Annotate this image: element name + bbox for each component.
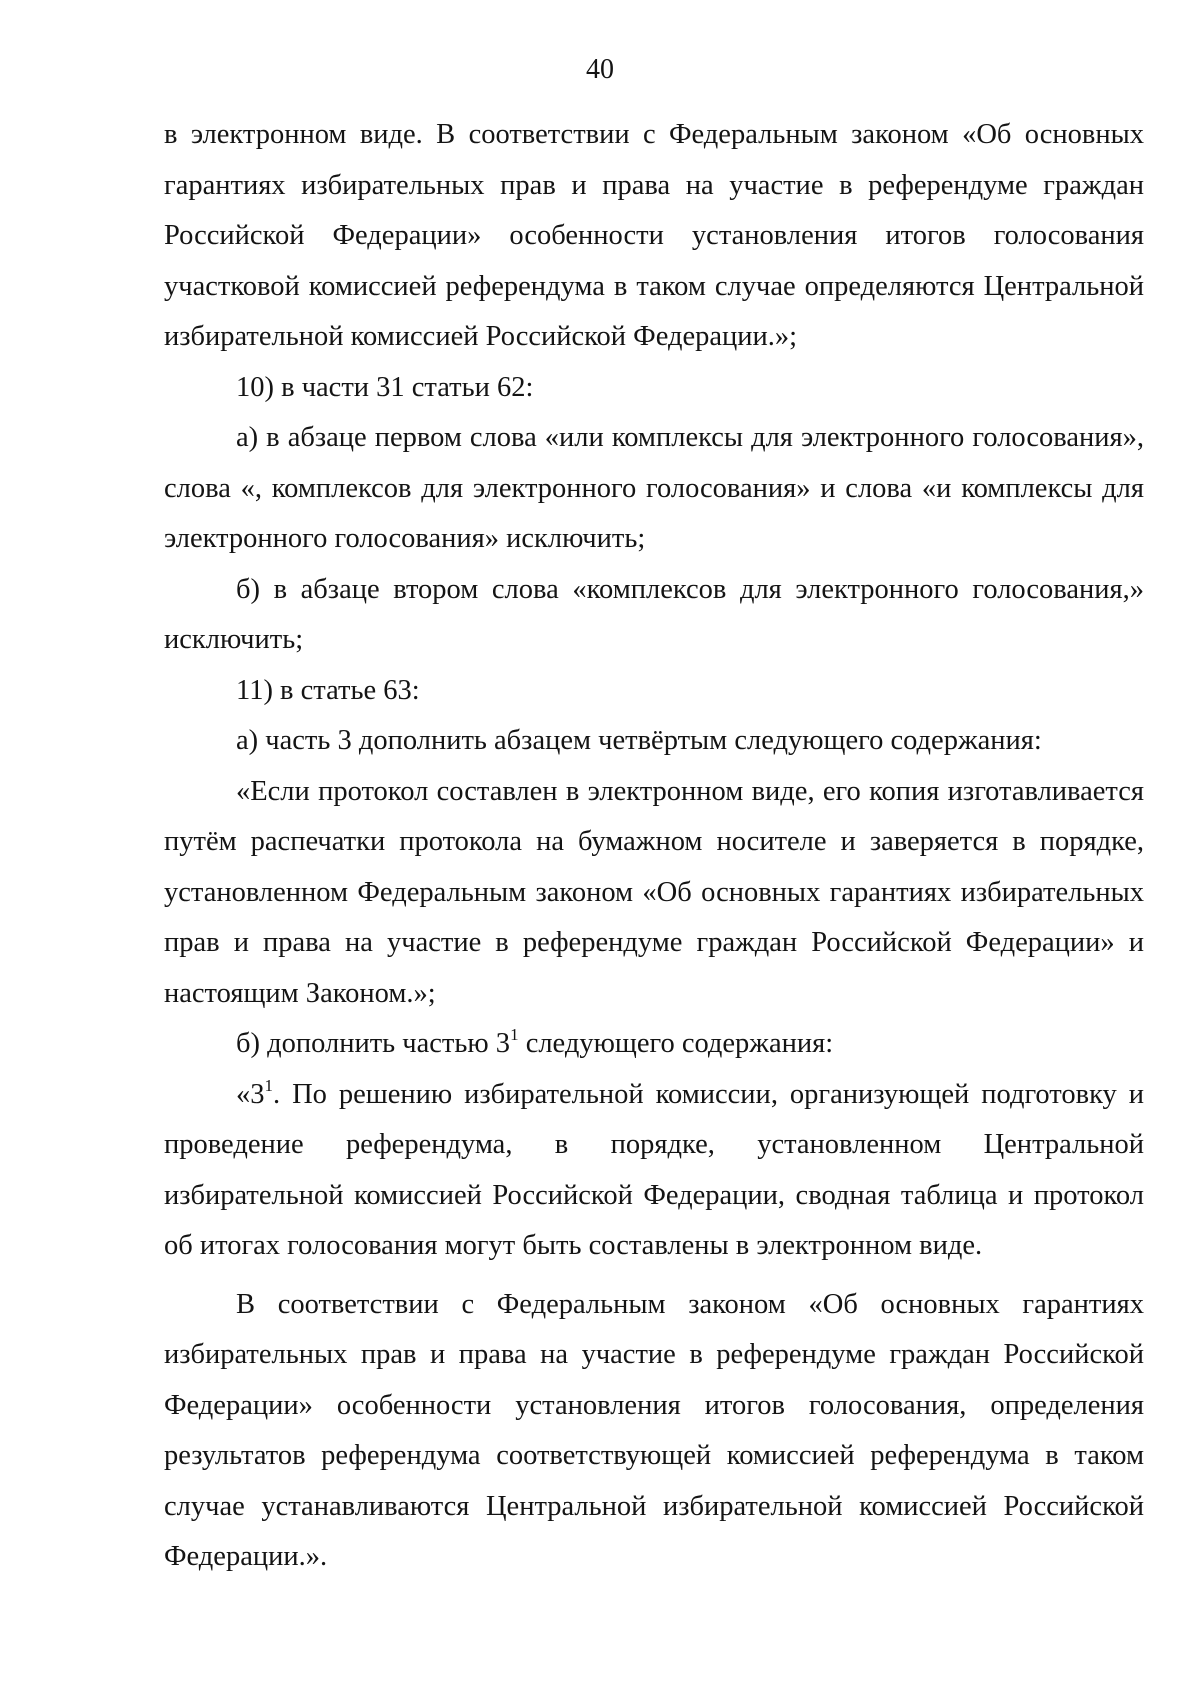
paragraph-quoted-protocol: «Если протокол составлен в электронном виде, его копия изготавливается путём распечатки протокола на бумажном носителе и заверяется в порядке, установленном Федеральным законом «Об основных гарантиях избирательных прав и права на участие в референдуме граждан Российской Федерации» и настоящим Законом.»; [164,775,1144,1009]
document-body [164,110,1144,1583]
paragraph-item-11: 11) в статье 63: [236,674,420,706]
text-segment: б) дополнить частью 3 [236,1028,511,1059]
paragraph-continuation: в электронном виде. В соответствии с Федеральным законом «Об основных гарантиях избирательных прав и права на участие в референдуме граждан Российской Федерации» особенности установления итогов голосования участковой комиссией референдума в таком случае определяются Центральной избирательной комиссией Российской Федерации.»; [164,119,1144,352]
paragraph-subitem-b-art63 [164,1019,1144,1070]
text-segment: «3 [236,1078,265,1110]
paragraph-final: В соответствии с Федеральным законом «Об основных гарантиях избирательных прав и права на участие в референдуме граждан Российской Федерации» особенности установления итогов голосования, определения результатов референдума соответствующей комиссией референдума в таком случае устанавливаются Центральной избирательной комиссией Российской Федерации.». [164,1288,1144,1572]
paragraph-part-3-1 [164,1070,1144,1272]
text-segment: следующего содержания: [518,1028,834,1059]
page-number: 40 [586,54,614,85]
paragraph-subitem-a: а) в абзаце первом слова «или комплексы для электронного голосования», слова «, комплексов для электронного голосования» и слова «и комплексы для электронного голосования» исключить; [164,422,1144,554]
paragraph-subitem-a-art63: а) часть 3 дополнить абзацем четвёртым следующего содержания: [236,725,1042,756]
paragraph-subitem-b: б) в абзаце втором слова «комплексов для электронного голосования,» исключить; [164,573,1144,655]
superscript: 1 [510,1025,519,1044]
text-segment: . По решению избирательной комиссии, организующей подготовку и проведение референдума, в порядке, установленном Центральной избирательной комиссией Российской Федерации, сводная таблица и протокол об итогах голосования могут быть составлены в электронном виде. [164,1078,1144,1261]
paragraph-item-10: 10) в части 31 статьи 62: [236,371,534,403]
superscript: 1 [264,1075,273,1095]
